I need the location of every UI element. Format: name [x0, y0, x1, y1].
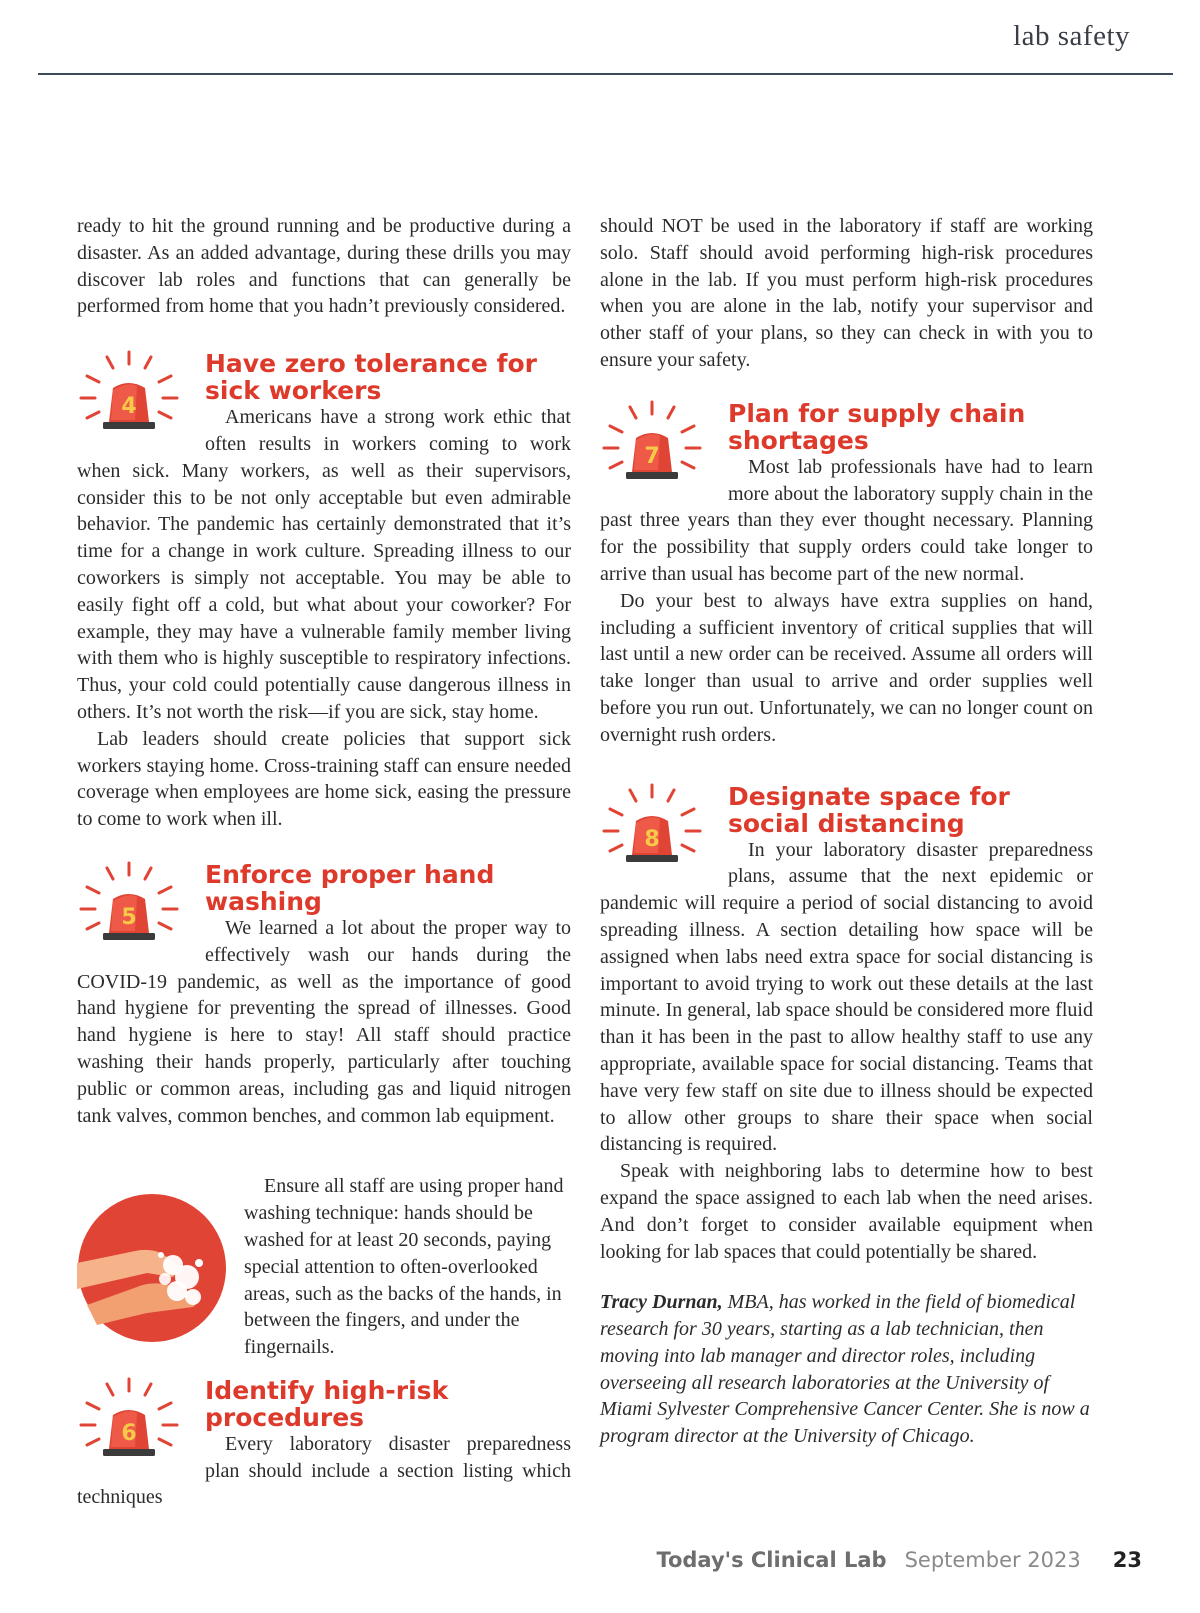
section-6 [77, 1377, 571, 1511]
author-bio [600, 1289, 1093, 1450]
hand-washing-callout [77, 1173, 571, 1361]
section-5-paragraph-1: We learned a lot about the proper way to effectively wash our hands during the COVID-19 pandemic, as well as the importance of good hand hygiene for preventing the spread of illnesses. Good hand hygiene is here to stay! All staff should practice washing their hands properly, particularly after touching public or common areas, including gas and liquid nitrogen tank valves, common benches, and common lab equipment. [77, 916, 571, 1127]
issue-date: September 2023 [904, 1548, 1081, 1572]
author-name: Tracy Durnan, [600, 1291, 723, 1314]
siren-icon [77, 861, 181, 953]
left-intro-paragraph: ready to hit the ground running and be productive during a disaster. As an added advantage, during these drills you may discover lab roles and functions that can generally be performed from home that you hadn’t previously considered. [77, 215, 571, 318]
hand-washing-callout-text: Ensure all staff are using proper hand washing technique: hands should be washed for at least 20 seconds, paying special attention to often-overlooked areas, such as the backs of the hands, in between the fingers, and under the fingernails. [244, 1175, 564, 1359]
siren-icon [77, 1377, 181, 1469]
section-4-paragraph-2: Lab leaders should create policies that support sick workers staying home. Cross-training staff can ensure needed coverage when employees are home sick, easing the pressure to come to work when ill. [77, 727, 571, 831]
author-bio-text: MBA, has worked in the field of biomedical research for 30 years, starting as a lab technician, then moving into lab manager and director roles, including overseeing all research laboratories at the University of Miami Sylvester Comprehensive Cancer Center. She is now a program director at the University of Chicago. [600, 1291, 1090, 1448]
right-intro-paragraph: should NOT be used in the laboratory if staff are working solo. Staff should avoid performing high-risk procedures alone in the lab. If you must perform high-risk procedures when you are alone in the lab, notify your supervisor and other staff of your plans, so they can check in with you to ensure your safety. [600, 215, 1093, 371]
section-5 [77, 861, 571, 1361]
section-8-paragraph-1: In your laboratory disaster preparedness plans, assume that the next epidemic or pandemic will require a period of social distancing to avoid spreading illness. A section detailing how space will be assigned when labs need extra space for social distancing is important to avoid trying to work out these details at the last minute. In general, lab space should be considered more fluid than it has been in the past to allow healthy staff to use any appropriate, available space for social distancing. Teams that have very few staff on site due to illness should be expected to allow other groups to share their space when social distancing is required. [600, 838, 1093, 1156]
siren-icon [600, 400, 704, 492]
section-4-heading: Have zero tolerance for sick workers [205, 349, 537, 406]
section-6-number: 6 [121, 1420, 137, 1446]
section-8 [600, 783, 1093, 1266]
page-footer [656, 1548, 1142, 1572]
section-7-number: 7 [644, 443, 660, 469]
section-label: lab safety [1013, 20, 1130, 52]
siren-icon [77, 350, 181, 442]
siren-icon [600, 783, 704, 875]
section-5-heading: Enforce proper hand washing [205, 859, 495, 916]
section-6-heading: Identify high-risk procedures [205, 1375, 449, 1432]
section-7-paragraph-2: Do your best to always have extra supplies on hand, including a sufficient inventory of critical supplies that will last until a new order can be received. Assume all orders will take longer than usual to arrive and order supplies well before you run out. Unfortunately, we can no longer count on overnight rush orders. [600, 589, 1093, 746]
page-number: 23 [1112, 1548, 1142, 1572]
header-rule [38, 73, 1173, 75]
hand-washing-icon [77, 1193, 227, 1343]
section-8-heading: Designate space for social distancing [728, 781, 1010, 838]
section-7-paragraph-1: Most lab professionals have had to learn more about the laboratory supply chain in the past three years than they ever thought necessary. Planning for the possibility that supply orders could take longer to arrive than usual has become part of the new normal. [600, 455, 1093, 585]
section-6-paragraph-1: Every laboratory disaster preparedness plan should include a section listing which techniques [77, 1432, 571, 1509]
section-8-paragraph-2: Speak with neighboring labs to determine how to best expand the space assigned to each lab when the need arises. And don’t forget to consider available equipment when looking for lab spaces that could potentially be shared. [600, 1160, 1093, 1263]
section-5-number: 5 [121, 904, 137, 930]
section-7 [600, 400, 1093, 749]
section-8-number: 8 [644, 826, 660, 852]
left-column [77, 213, 571, 1511]
section-4-number: 4 [121, 394, 137, 420]
section-4-paragraph-1: Americans have a strong work ethic that often results in workers coming to work when sick. Many workers, as well as their supervisors, consider this to be not only acceptable but even admirable behavior. The pandemic has certainly demonstrated that it’s time for a change in work culture. Spreading illness to our coworkers is simply not acceptable. You may be able to easily fight off a cold, but what about your coworker? For example, they may have a vulnerable family member living with them who is highly susceptible to respiratory infections. Thus, your cold could potentially cause dangerous illness in others. It’s not worth the risk—if you are sick, stay home. [77, 406, 571, 723]
section-7-heading: Plan for supply chain shortages [728, 398, 1026, 455]
right-column [600, 213, 1093, 1450]
section-4 [77, 350, 571, 833]
magazine-name: Today's Clinical Lab [656, 1548, 887, 1572]
